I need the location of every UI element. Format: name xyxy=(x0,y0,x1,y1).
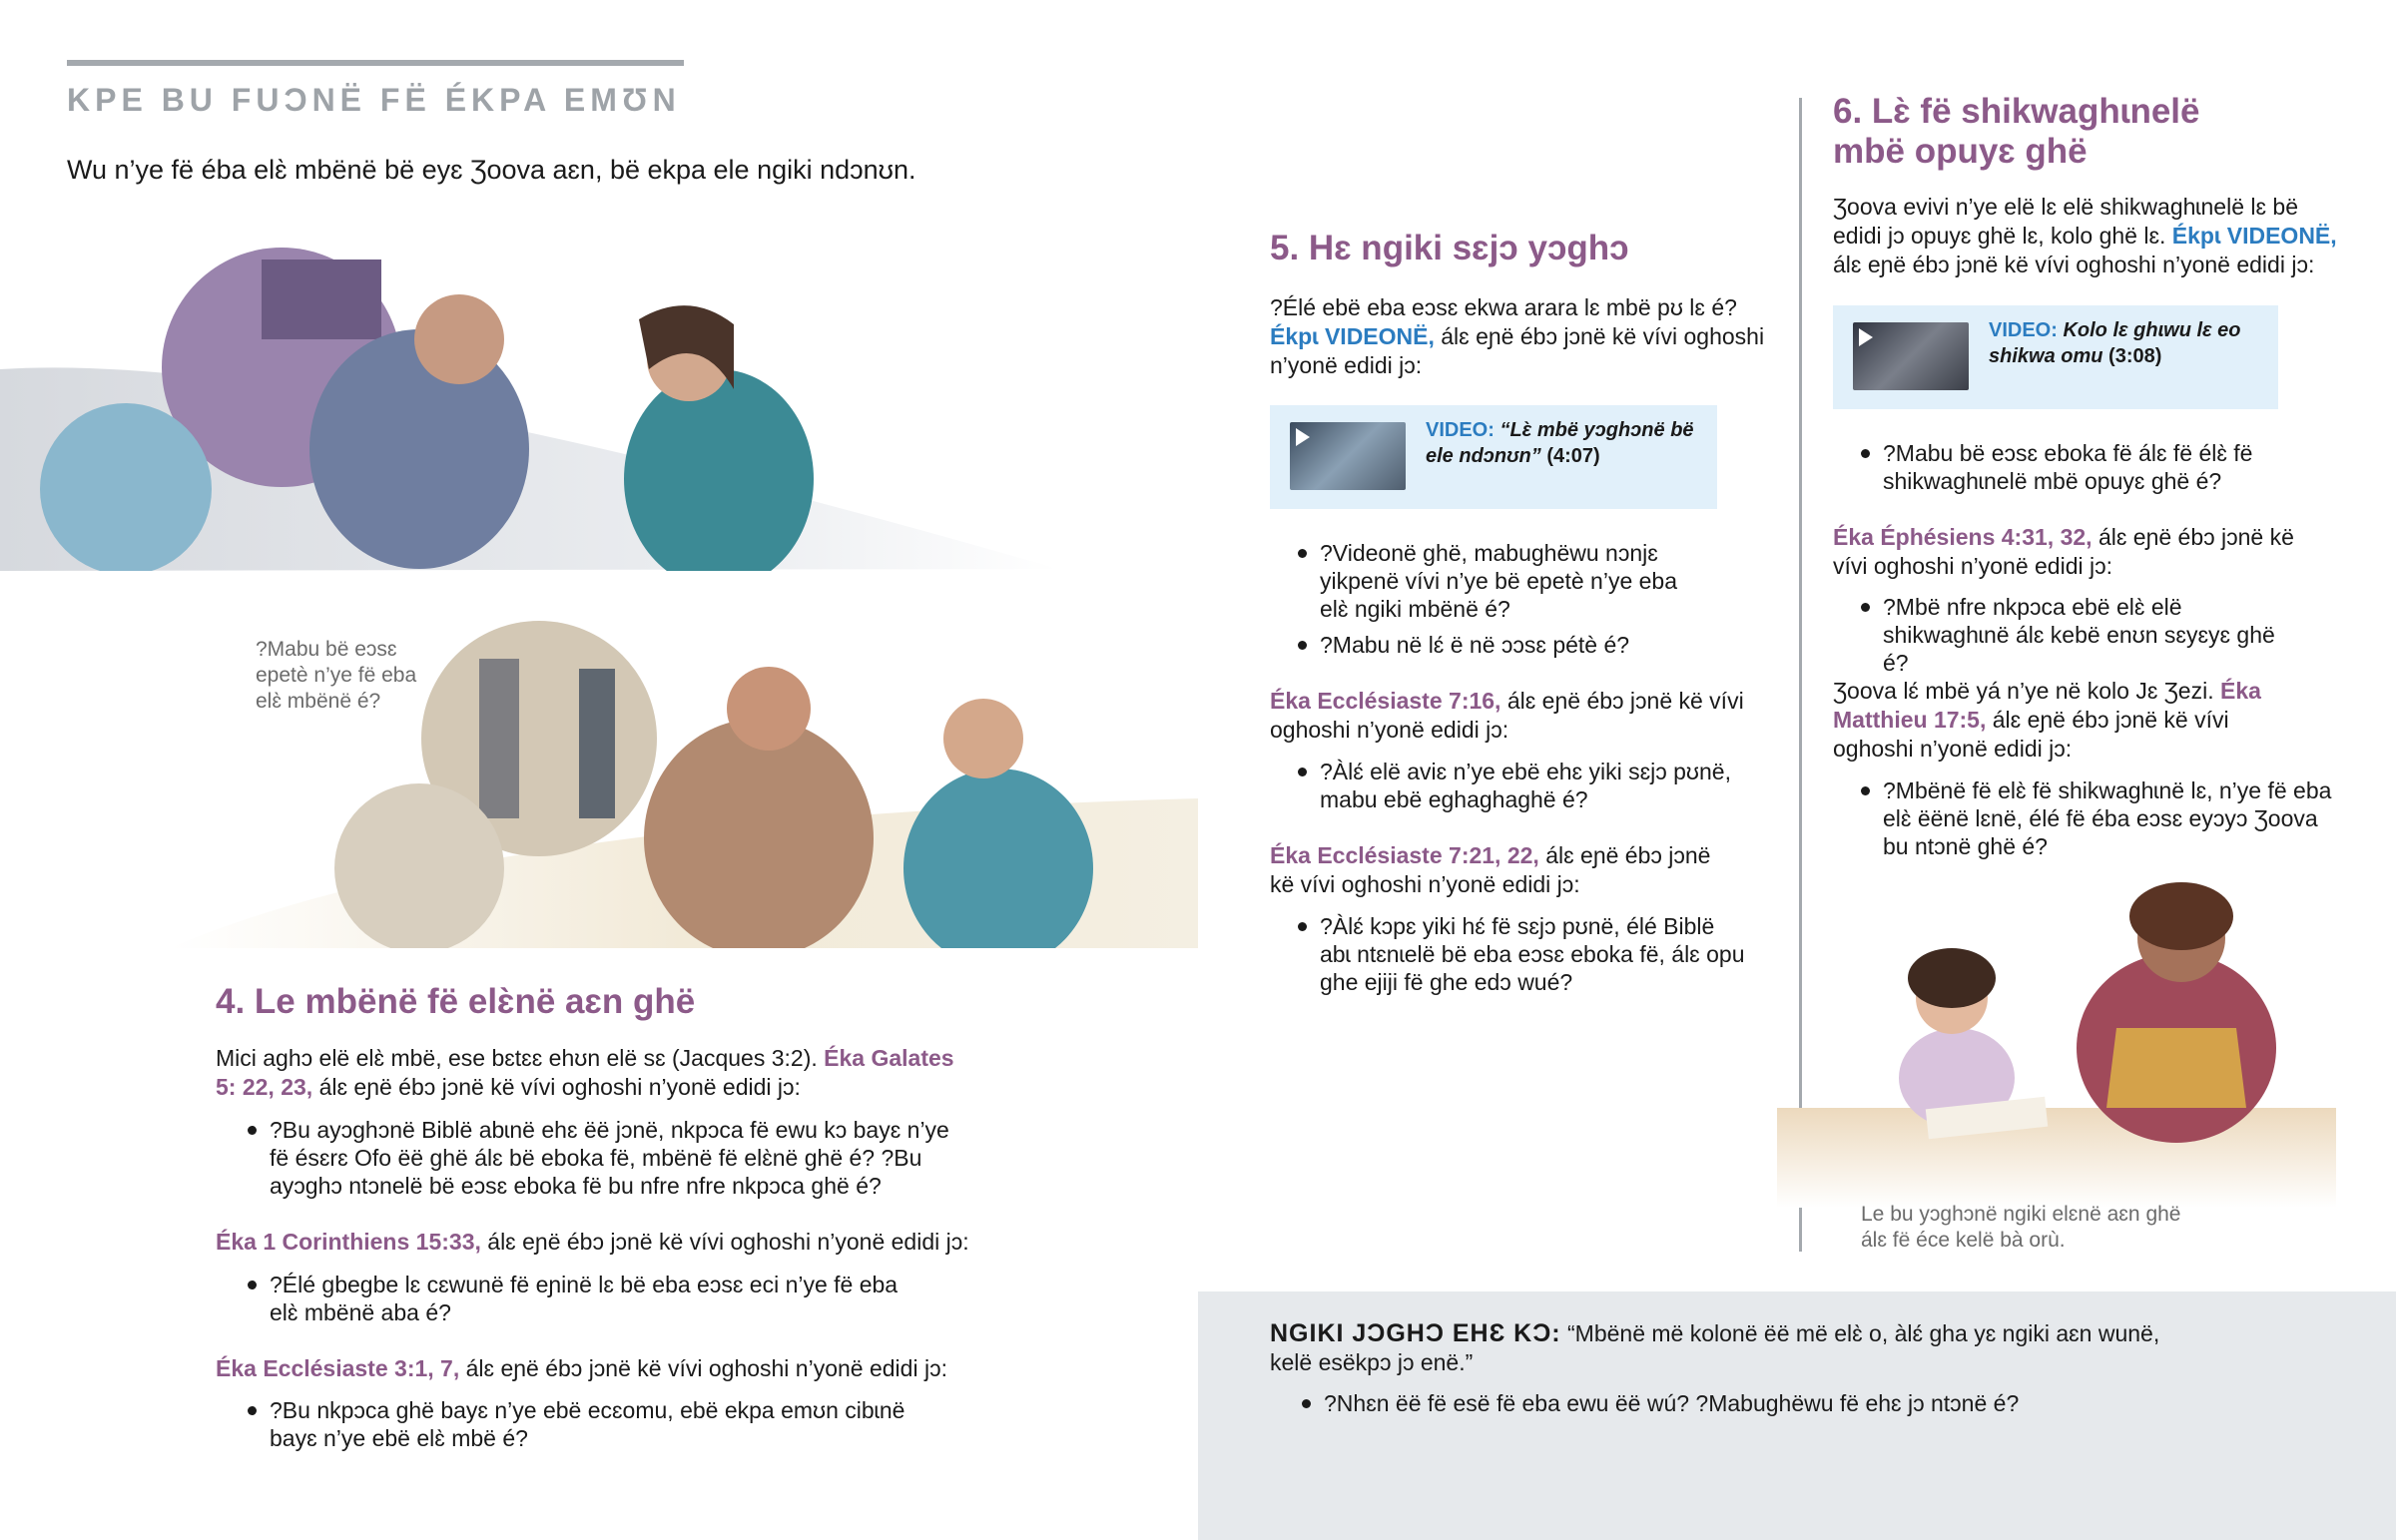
question-item: ?Àlɛ́ elë aviɛ n’ye ebë ehɛ yiki sɛjɔ pʊnë, mabu ebë eghaghaghë é? xyxy=(1288,758,1747,813)
section-4-title: 4. Le mbënë fë elɛ̀në aɛn ghë xyxy=(216,982,696,1021)
question-item: ?Bu nkpɔca ghë bayɛ n’ye ebë ecɛomu, ebë ekpa emʊn cibɩnë bayɛ n’ye ebë elɛ̀ mbë é? xyxy=(238,1396,916,1452)
footer-summary-box xyxy=(1198,1291,2396,1540)
bible-ref-galates[interactable]: Éka Galates 5: 22, 23, xyxy=(216,1045,954,1100)
illustration-mother-child-drawing xyxy=(1777,878,2336,1208)
section-4-questions-2 xyxy=(238,1271,916,1334)
section-6-p3-text: Ʒoova lɛ́ mbë yá n’ye në kolo Jɛ Ʒezi. xyxy=(1833,678,2214,704)
question-item: ?Mabu në lɛ́ ë në ɔɔsɛ pétè é? xyxy=(1288,631,1707,659)
video-thumbnail[interactable] xyxy=(1853,322,1969,390)
illustration-caption-right: Le bu yɔghɔnë ngiki elɛnë aɛn ghë álɛ fë éce kelë bà orù. xyxy=(1861,1203,2181,1252)
section-6-questions-1 xyxy=(1851,439,2260,503)
section-5-questions-2 xyxy=(1288,758,1747,821)
video-title: “Lɛ̀ mbë yɔghɔnë bë ele ndɔnʊn” xyxy=(1426,419,1694,467)
page-kicker: KPE BU FUƆNË FË ÉKPA EMƱN xyxy=(67,82,681,118)
section-6-title-line-1: 6. Lɛ̀ fë shikwaghɩnelë xyxy=(1833,92,2200,131)
bible-ref-ecclesiaste-7-16[interactable]: Éka Ecclésiaste 7:16, xyxy=(1270,688,1501,714)
section-6-questions-2 xyxy=(1851,593,2280,685)
video-1-text[interactable] xyxy=(1426,417,1705,469)
section-5-questions-3 xyxy=(1288,912,1747,1004)
section-4-questions-3 xyxy=(238,1396,916,1460)
play-icon[interactable] xyxy=(1296,428,1310,446)
illustration-question-caption: ?Mabu bë eɔsɛ epetè n’ye fë eba elɛ̀ mbënë é? xyxy=(256,638,417,713)
section-6-paragraph-1 xyxy=(1833,193,2352,279)
section-6-p1-text: Ʒoova evivi n’ye elë lɛ elë shikwaghɩnelë lɛ bë edidi jɔ opuyɛ ghë lɛ, kolo ghë lɛ. xyxy=(1833,194,2299,249)
section-6-paragraph-3 xyxy=(1833,677,2272,764)
section-5-title: 5. Hɛ ngiki sɛjɔ yɔghɔ xyxy=(1270,229,1629,267)
footer-quote: “Mbënë më kolonë ëë më elɛ̀ o, àlɛ́ gha yɛ ngiki aɛn wunë, kelë esëkpɔ jɔ enë.” xyxy=(1270,1320,2160,1375)
section-5-paragraph-2 xyxy=(1270,687,1769,745)
video-duration: (3:08) xyxy=(2108,345,2162,367)
header-rule xyxy=(67,60,684,66)
footer-questions xyxy=(1292,1389,2190,1425)
section-4-paragraph-1 xyxy=(216,1044,954,1102)
question-item: ?Nhɛn ëë fë esë fë eba ewu ëë wú? ?Mabughëwu fë ehɛ jɔ ntɔnë é? xyxy=(1292,1389,2190,1417)
section-5-p3-tail: álɛ eɲë ébɔ jɔnë kë vívi oghoshi n’yonë edidi jɔ: xyxy=(1270,842,1711,897)
footer-statement xyxy=(1270,1319,2168,1377)
question-item: ?Mabu bë eɔsɛ eboka fë álɛ fë élɛ̀ fë shikwaghɩnelë mbë opuyɛ ghë é? xyxy=(1851,439,2260,495)
illustration-couple-talking xyxy=(170,619,1198,948)
section-6-title-line-2: mbë opuyɛ ghë xyxy=(1833,132,2088,171)
question-item: ?Mbënë fë elɛ̀ fë shikwaghɩnë lɛ, n’ye fë eba elɛ̀ ëënë lɛnë, élé fë éba eɔsɛ eyɔyɔ Ʒoova bu ntɔnë ghë é? xyxy=(1851,776,2340,860)
section-4-p1-tail: álɛ eɲë ébɔ jɔnë kë vívi oghoshi n’yonë edidi jɔ: xyxy=(318,1074,801,1100)
section-4-p2-tail: álɛ eɲë ébɔ jɔnë kë vívi oghoshi n’yonë edidi jɔ: xyxy=(487,1229,969,1255)
bible-ref-ephesiens[interactable]: Éka Éphésiens 4:31, 32, xyxy=(1833,524,2093,550)
question-item: ?Àlɛ́ kɔpɛ yiki hɛ́ fë sɛjɔ pʊnë, élé Biblë abɩ ntɛnɩelë bë eba eɔsɛ eboka fë, álɛ opu ghe ejiji fë ghe edɔ wué? xyxy=(1288,912,1747,996)
section-4-paragraph-3 xyxy=(216,1354,974,1383)
section-6-title xyxy=(1833,92,2200,172)
bible-ref-ecclesiaste-7-21[interactable]: Éka Ecclésiaste 7:21, 22, xyxy=(1270,842,1539,868)
section-4-paragraph-2 xyxy=(216,1228,974,1257)
section-5-p1-tail: álɛ eɲë ébɔ jɔnë kë vívi oghoshi n’yonë edidi jɔ: xyxy=(1270,323,1765,378)
section-6-p1-tail: álɛ eɲë ébɔ jɔnë kë vívi oghoshi n’yonë edidi jɔ: xyxy=(1833,252,2315,277)
section-4-p1-text: Mici aghɔ elë elɛ̀ mbë, ese bɛtɛɛ ehʊn elë sɛ (Jacques 3:2). xyxy=(216,1045,818,1071)
section-6-p2-tail: álɛ eɲë ébɔ jɔnë kë vívi oghoshi n’yonë edidi jɔ: xyxy=(1833,524,2294,579)
video-2-text[interactable] xyxy=(1989,317,2268,369)
bible-ref-matthieu[interactable]: Éka Matthieu 17:5, xyxy=(1833,678,2261,733)
play-icon[interactable] xyxy=(1859,328,1873,346)
video-label: VIDEO: xyxy=(1989,319,2058,341)
section-6-questions-3 xyxy=(1851,776,2340,868)
question-item: ?Élé gbegbe lɛ cɛwunë fë eɲinë lɛ bë eba eɔsɛ eci n’ye fë eba elɛ̀ mbënë aba é? xyxy=(238,1271,916,1326)
section-5-p1-text: ?Élé ebë eba eɔsɛ ekwa arara lɛ mbë pʊ lɛ é? xyxy=(1270,294,1737,320)
question-item: ?Mbë nfre nkpɔca ebë elɛ̀ elë shikwaghɩnë álɛ kebë enʊn sɛyɛyɛ ghë é? xyxy=(1851,593,2280,677)
watch-video-link[interactable]: Ékpɩ VIDEONË, xyxy=(1270,323,1435,349)
section-5-paragraph-3 xyxy=(1270,841,1729,899)
section-6-p3-tail: álɛ eɲë ébɔ jɔnë kë vívi oghoshi n’yonë edidi jɔ: xyxy=(1833,707,2229,762)
intro-text: Wu n’ye fë éba elɛ̀ mbënë bë eyɛ Ʒoova aɛn, bë ekpa ele ngiki ndɔnʊn. xyxy=(67,155,916,185)
illustration-couple-arguing xyxy=(0,230,1058,571)
video-thumbnail[interactable] xyxy=(1290,422,1406,490)
section-4-p3-tail: álɛ eɲë ébɔ jɔnë kë vívi oghoshi n’yonë edidi jɔ: xyxy=(465,1355,947,1381)
watch-video-link[interactable]: Ékpɩ VIDEONË, xyxy=(2171,223,2337,249)
section-5-questions-1 xyxy=(1288,539,1707,667)
video-title: Kolo lɛ ghɩwu lɛ eo shikwa omu xyxy=(1989,319,2241,367)
video-card-2[interactable] xyxy=(1833,305,2278,409)
section-5-p2-tail: álɛ eɲë ébɔ jɔnë kë vívi oghoshi n’yonë edidi jɔ: xyxy=(1270,688,1744,743)
bible-ref-ecclesiaste-3[interactable]: Éka Ecclésiaste 3:1, 7, xyxy=(216,1355,460,1381)
video-card-1[interactable] xyxy=(1270,405,1717,509)
section-4-questions-1 xyxy=(238,1116,956,1208)
footer-label: NGIKI JƆGHƆ EHƐ KƆ: xyxy=(1270,1319,1561,1347)
video-label: VIDEO: xyxy=(1426,419,1495,441)
video-duration: (4:07) xyxy=(1546,445,1600,467)
section-5-paragraph-1 xyxy=(1270,293,1769,380)
question-item: ?Bu ayɔghɔnë Biblë abɩnë ehɛ ëë jɔnë, nkpɔca fë ewu kɔ bayɛ n’ye fë ésɛrɛ Ofo ëë ghë álɛ bë eboka fë, mbënë fë elɛ̀në ghë é? ?Bu ayɔghɔ ntɔnelë bë eɔsɛ eboka fë bu nfre nfre nkpɔca ghë é? xyxy=(238,1116,956,1200)
bible-ref-1-corinthiens[interactable]: Éka 1 Corinthiens 15:33, xyxy=(216,1229,481,1255)
section-6-paragraph-2 xyxy=(1833,523,2332,581)
question-item: ?Videonë ghë, mabughëwu nɔnjɛ yikpenë vívi n’ye bë epetè n’ye eba elɛ̀ ngiki mbënë é? xyxy=(1288,539,1707,623)
